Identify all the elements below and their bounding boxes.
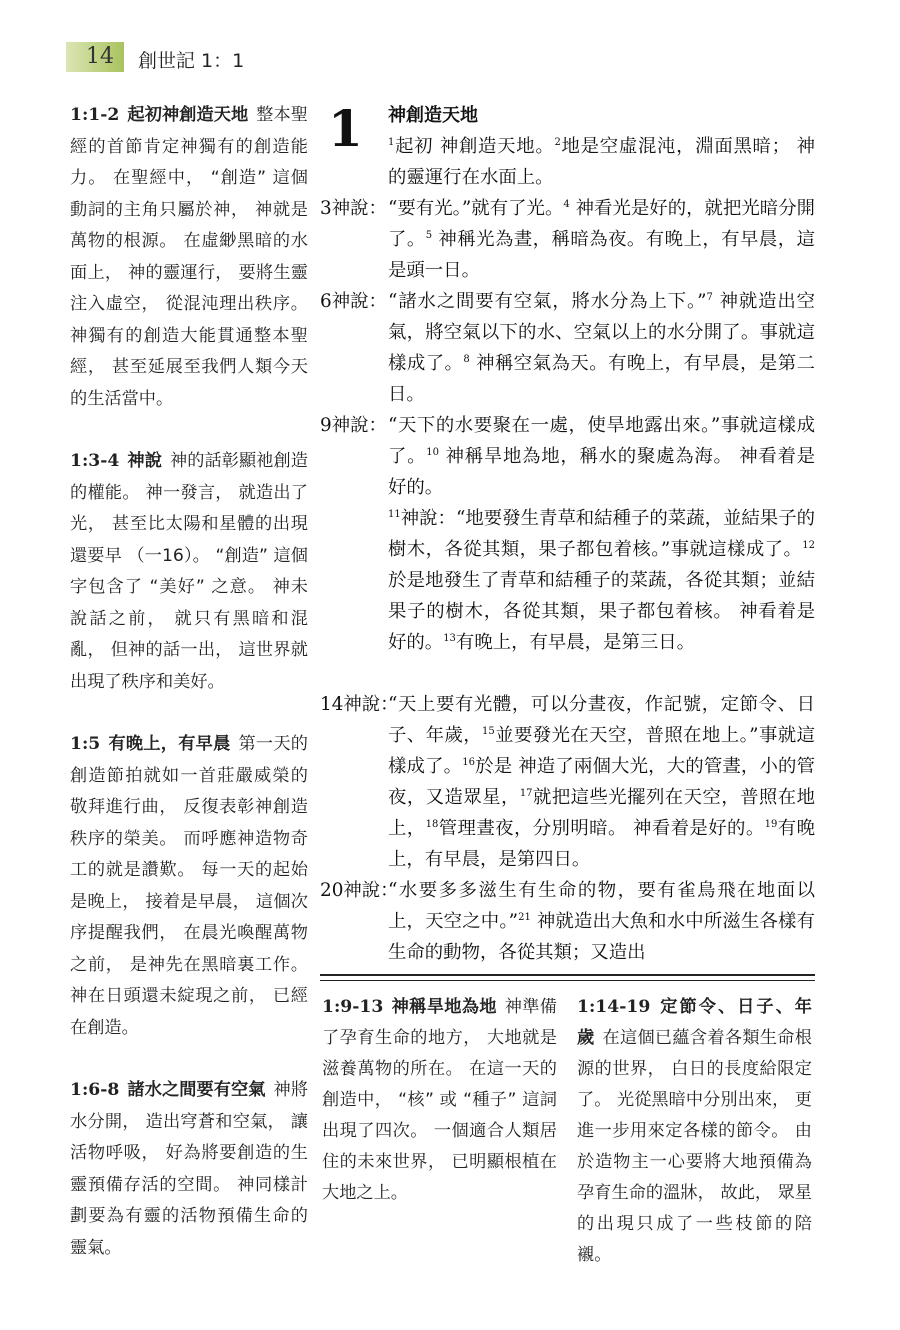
note-body: 第一天的創造節拍就如一首莊嚴威榮的敬拜進行曲， 反復表彰神創造秩序的榮美。 而呼應神造物奇工的就是讚歎。 每一天的起始是晚上， 接着是早晨， 這個次序提醒我們， 在晨光喚醒萬物之前， 是神先在黑暗裏工作。 神在日頭還未綻現之前， 已經在創造。 bbox=[70, 734, 308, 1038]
speech-lead: 3神說： bbox=[320, 198, 387, 219]
verse-paragraph bbox=[320, 193, 815, 286]
note-body: 神的話彰顯祂創造的權能。 神一發言， 就造出了光， 甚至比太陽和星體的出現還要早 （一16）。 “創造” 這個字包含了 “美好” 之意。 神未說話之前， 就只有黑暗和混亂， 但神的話一出， 這世界就出現了秩序和美好。 bbox=[70, 451, 308, 692]
verse-number: 2 bbox=[554, 136, 561, 148]
verse-number: 11 bbox=[388, 508, 401, 520]
verse-6: “諸水之間要有空氣，將水分為上下。” bbox=[388, 291, 707, 312]
note-heading: 定節令、日子、年歲 bbox=[577, 997, 812, 1048]
verse-number: 10 bbox=[426, 446, 440, 458]
page-number: 14 bbox=[86, 44, 114, 69]
verse-18: 管理晝夜，分別明暗。 神看着是好的。 bbox=[438, 818, 765, 839]
verse-number: 15 bbox=[482, 725, 495, 737]
verse-paragraph bbox=[320, 503, 815, 658]
note-body: 神準備了孕育生命的地方， 大地就是滋養萬物的所在。 在這一天的創造中， “核” 或 “種子” 這詞出現了四次。 一個適合人類居住的未來世界， 已明顯根植在大地之上。 bbox=[322, 997, 557, 1203]
note-heading: 神稱旱地為地 bbox=[391, 997, 497, 1017]
verse-4: 神看光是好的，就把光暗分開了。 bbox=[388, 198, 815, 250]
commentary-note bbox=[577, 992, 812, 1271]
note-reference: 1:6-8 bbox=[70, 1080, 120, 1100]
verse-10: 神稱旱地為地，稱水的聚處為海。 神看着是好的。 bbox=[388, 446, 815, 498]
section-title: 神創造天地 bbox=[388, 105, 478, 126]
verse-text bbox=[388, 689, 815, 875]
verse-7: 神就造出空氣，將空氣以下的水、空氣以上的水分開了。事就這樣成了。 bbox=[388, 291, 815, 374]
commentary-note bbox=[70, 729, 308, 1044]
verse-paragraph bbox=[320, 286, 815, 410]
verse-text bbox=[388, 503, 815, 658]
verse-number: 8 bbox=[463, 353, 470, 365]
verse-8: 神稱空氣為天。有晚上，有早晨，是第二日。 bbox=[388, 353, 815, 405]
note-reference: 1:9-13 bbox=[322, 997, 384, 1017]
speech-lead: 9神說： bbox=[320, 415, 387, 436]
commentary-note bbox=[70, 1075, 308, 1264]
verse-text bbox=[388, 875, 815, 968]
verse-number: 4 bbox=[563, 198, 570, 210]
verse-number: 18 bbox=[425, 818, 439, 830]
speech-lead: 20神說： bbox=[320, 880, 399, 901]
verse-13: 有晚上，有早晨，是第三日。 bbox=[455, 632, 696, 653]
chapter-number: 1 bbox=[328, 99, 363, 158]
page-header bbox=[0, 42, 900, 72]
verse-text bbox=[388, 410, 815, 503]
note-body: 整本聖經的首節肯定神獨有的創造能力。 在聖經中， “創造” 這個動詞的主角只屬於神， 神就是萬物的根源。 在虛緲黑暗的水面上， 神的靈運行， 要將生靈注入虛空， 從混沌理出秩序。 神獨有的創造大能貫通整本聖經， 甚至延展至我們人類今天的生活當中。 bbox=[70, 105, 308, 409]
commentary-column bbox=[70, 100, 308, 1295]
verse-number: 13 bbox=[443, 632, 456, 644]
verse-14: “天上要有光體，可以分晝夜，作記號，定節令、日子、年歲， bbox=[388, 694, 815, 746]
commentary-note bbox=[70, 446, 308, 698]
verse-number: 19 bbox=[764, 818, 778, 830]
verse-number: 7 bbox=[706, 291, 713, 303]
verse-paragraph bbox=[320, 875, 815, 968]
verse-2: 地是空虛混沌，淵面黑暗； 神的靈運行在水面上。 bbox=[388, 136, 815, 188]
note-reference: 1:14-19 bbox=[577, 997, 651, 1017]
verse-text bbox=[388, 131, 815, 193]
verse-number: 12 bbox=[802, 539, 815, 551]
note-reference: 1:3-4 bbox=[70, 451, 120, 471]
note-reference: 1:1-2 bbox=[70, 105, 120, 125]
verse-15: 並要發光在天空，普照在地上。”事就這樣成了。 bbox=[388, 725, 815, 777]
book-reference: 創世記 1：1 bbox=[138, 50, 245, 72]
note-body: 神將水分開， 造出穹蒼和空氣， 讓活物呼吸， 好為將要創造的生靈預備存活的空間。 神同樣計劃要為有靈的活物預備生命的靈氣。 bbox=[70, 1080, 308, 1258]
verse-number: 17 bbox=[519, 787, 533, 799]
verse-21: 神就造出大魚和水中所滋生各樣有生命的動物，各從其類；又造出 bbox=[388, 911, 815, 963]
verse-20: “水要多多滋生有生命的物，要有雀鳥飛在地面以上，天空之中。” bbox=[388, 880, 815, 932]
verse-11: 神說：“地要發生青草和結種子的菜蔬，並結果子的樹木，各從其類，果子都包着核。”事就這樣成了。 bbox=[388, 508, 815, 560]
verse-17: 就把這些光擺列在天空，普照在地上， bbox=[388, 787, 815, 839]
note-body: 在這個已蘊含着各類生命根源的世界， 白日的長度給限定了。 光從黑暗中分別出來， 更進一步用來定各樣的節令。 由於造物主一心要將大地預備為孕育生命的溫牀， 故此， 眾星的出現只成了一些枝節的陪襯。 bbox=[577, 1028, 812, 1265]
note-heading: 起初神創造天地 bbox=[127, 105, 249, 125]
note-heading: 神說 bbox=[127, 451, 162, 471]
verse-paragraph bbox=[320, 689, 815, 875]
verse-paragraph bbox=[320, 410, 815, 503]
verse-12: 於是地發生了青草和結種子的菜蔬，各從其類；並結果子的樹木，各從其類，果子都包着核。 神看着是好的。 bbox=[388, 570, 815, 653]
verse-5: 神稱光為晝，稱暗為夜。有晚上，有早晨，這是頭一日。 bbox=[388, 229, 815, 281]
commentary-note bbox=[70, 100, 308, 415]
verse-paragraph bbox=[320, 131, 815, 193]
speech-lead: 6神說： bbox=[320, 291, 387, 312]
note-heading: 有晚上，有早晨 bbox=[108, 734, 231, 754]
verse-number: 1 bbox=[388, 136, 395, 148]
section-divider bbox=[320, 974, 815, 981]
verse-number: 21 bbox=[518, 911, 531, 923]
verse-number: 16 bbox=[462, 756, 475, 768]
speech-lead: 14神說： bbox=[320, 694, 399, 715]
verse-19: 有晚上，有早晨，是第四日。 bbox=[388, 818, 815, 870]
verse-9: “天下的水要聚在一處，使旱地露出來。”事就這樣成了。 bbox=[388, 415, 815, 467]
verse-16: 於是 神造了兩個大光，大的管晝，小的管夜，又造眾星， bbox=[388, 756, 815, 808]
verse-1: 起初 神創造天地。 bbox=[394, 136, 555, 157]
note-reference: 1:5 bbox=[70, 734, 101, 754]
verse-text bbox=[388, 286, 815, 410]
commentary-note bbox=[322, 992, 557, 1209]
verse-text bbox=[388, 193, 815, 286]
note-heading: 諸水之間要有空氣 bbox=[127, 1080, 266, 1100]
verse-3: “要有光。”就有了光。 bbox=[388, 198, 564, 219]
verse-number: 5 bbox=[425, 229, 433, 241]
